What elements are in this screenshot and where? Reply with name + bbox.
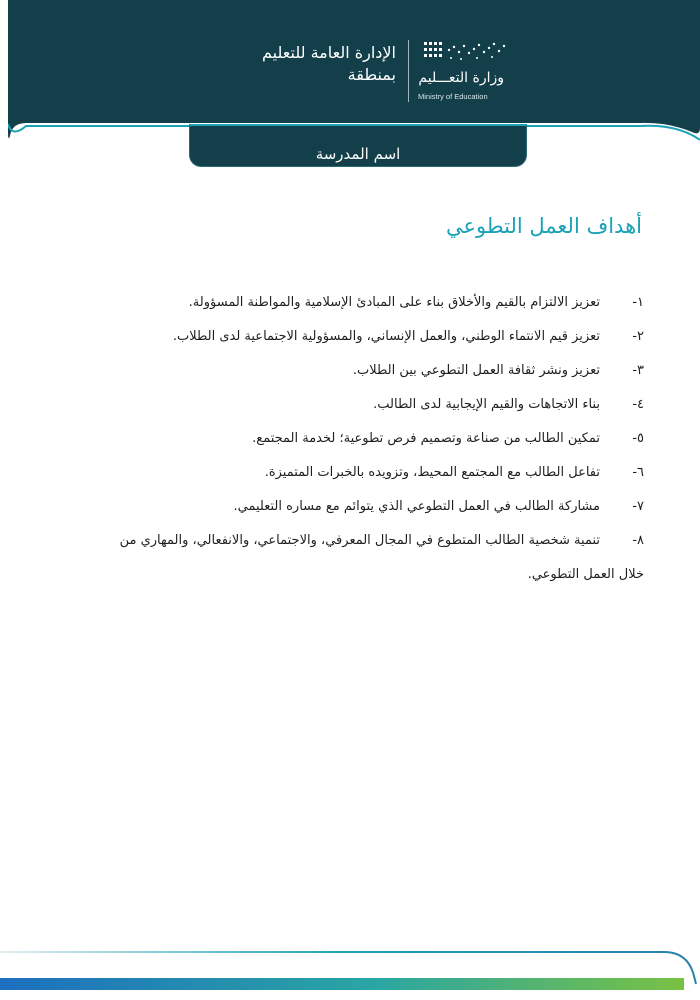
- ministry-arabic-name: وزارة التعـــليم: [418, 70, 504, 86]
- page-header: [8, 0, 700, 142]
- page-footer: [0, 942, 700, 1000]
- goal-text: بناء الاتجاهات والقيم الإيجابية لدى الطالب.: [373, 397, 600, 412]
- administration-title-line-1: الإدارة العامة للتعليم: [262, 43, 396, 62]
- logo-dots-icon: [420, 40, 508, 64]
- administration-title: [216, 42, 396, 86]
- goal-number: ٥-: [632, 431, 644, 446]
- goal-item: [44, 388, 644, 422]
- goal-number: ٣-: [632, 363, 644, 378]
- goal-text: تعزيز ونشر ثقافة العمل التطوعي بين الطلاب.: [352, 363, 600, 378]
- school-name-tab: [189, 124, 527, 167]
- goal-item: [44, 490, 644, 524]
- goal-item: [44, 422, 644, 456]
- goal-item: [44, 286, 644, 320]
- goal-text: تعزيز الالتزام بالقيم والأخلاق بناء على المبادئ الإسلامية والمواطنة المسؤولة.: [188, 295, 600, 310]
- goal-number: ٧-: [632, 499, 644, 514]
- ministry-logo: [410, 36, 510, 106]
- goal-number: ١-: [632, 295, 644, 310]
- goal-text: تفاعل الطالب مع المجتمع المحيط، وتزويده بالخبرات المتميزة.: [264, 465, 600, 480]
- goal-number: ٦-: [632, 465, 644, 480]
- goal-text: مشاركة الطالب في العمل التطوعي الذي يتوائم مع مساره التعليمي.: [233, 499, 600, 514]
- goals-list: [44, 286, 644, 592]
- logo-divider: [408, 40, 409, 102]
- goal-number: ٨-: [632, 533, 644, 548]
- goal-text-line-1: تنمية شخصية الطالب المتطوع في المجال المعرفي، والاجتماعي، والانفعالي، والمهاري من: [119, 533, 600, 548]
- goal-text: [44, 524, 644, 592]
- goal-item: [44, 320, 644, 354]
- page-title: أهداف العمل التطوعي: [446, 214, 642, 238]
- school-name-label: اسم المدرسة: [315, 145, 401, 163]
- goal-number: ٤-: [632, 397, 644, 412]
- goal-item: [44, 354, 644, 388]
- ministry-english-name: Ministry of Education: [418, 92, 488, 101]
- goal-text: تمكين الطالب من صناعة وتصميم فرص تطوعية؛ لخدمة المجتمع.: [252, 431, 600, 446]
- goal-item: [44, 524, 644, 592]
- administration-title-line-2: بمنطقة: [347, 65, 396, 84]
- goal-number: ٢-: [632, 329, 644, 344]
- goal-text: تعزيز قيم الانتماء الوطني، والعمل الإنساني، والمسؤولية الاجتماعية لدى الطلاب.: [172, 329, 600, 344]
- goal-text-continuation: خلال العمل التطوعي.: [527, 567, 644, 582]
- footer-decoration: [0, 942, 700, 1000]
- goal-item: [44, 456, 644, 490]
